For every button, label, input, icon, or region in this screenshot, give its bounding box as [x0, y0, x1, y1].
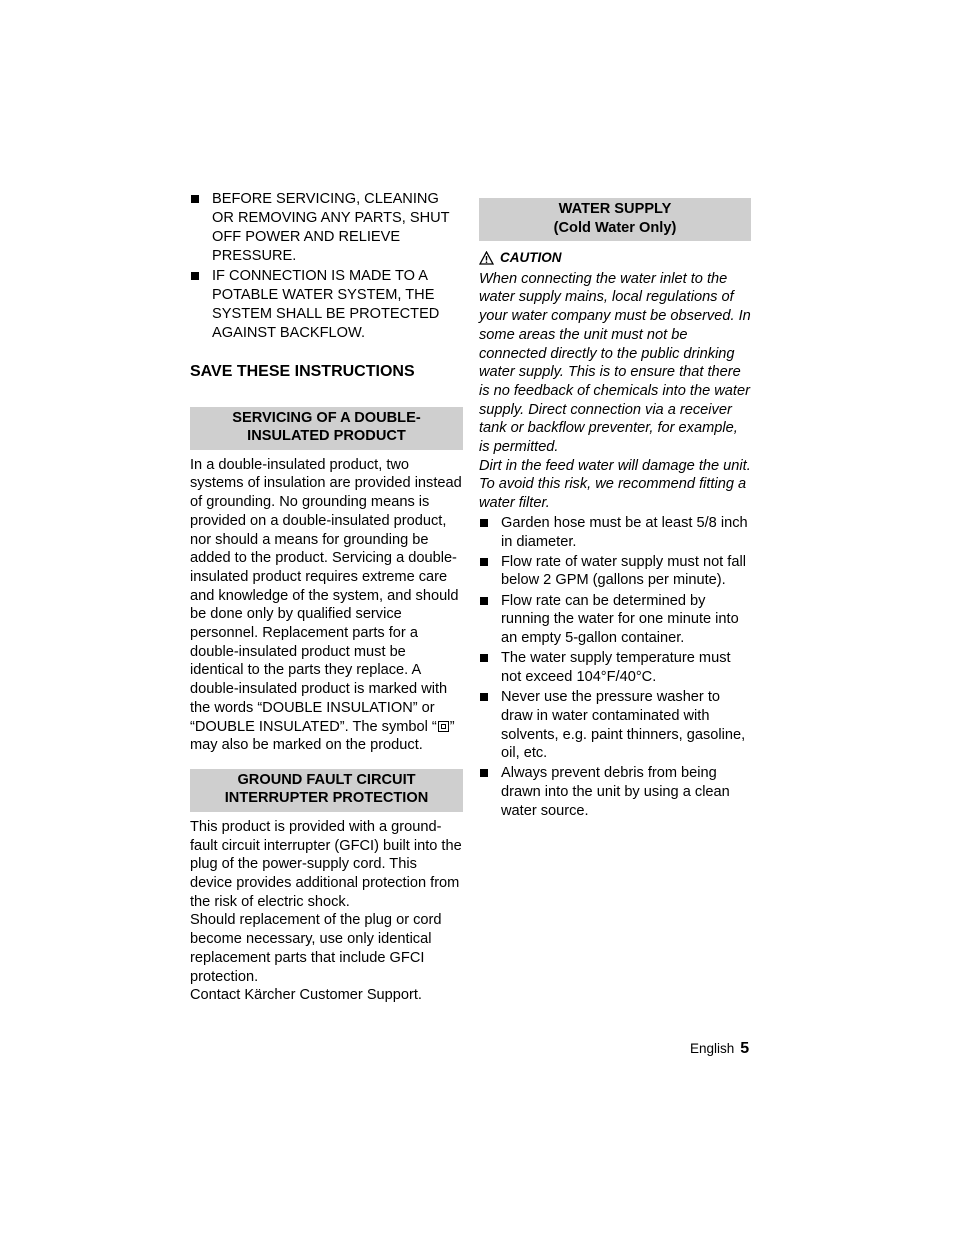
gfci-paragraph: Should replacement of the plug or cord become necessary, use only identical replacement parts that include GFCI protection.	[190, 912, 442, 985]
caution-label: CAUTION	[500, 250, 562, 265]
list-item: Flow rate can be determined by running the water for one minute into an empty 5-gallon container.	[479, 592, 751, 648]
left-column	[190, 190, 463, 1005]
page-number: 5	[740, 1040, 750, 1057]
gfci-paragraph: This product is provided with a ground-fault circuit interrupter (GFCI) built into the plug of the power-supply cord. This device provides additional protection from the risk of electric shock.	[190, 818, 462, 910]
water-supply-heading-line1: WATER SUPPLY	[558, 201, 672, 217]
save-instructions-title: SAVE THESE INSTRUCTIONS	[190, 363, 415, 380]
gfci-heading: GROUND FAULT CIRCUIT INTERRUPTER PROTECTION	[190, 769, 463, 812]
caution-paragraph: Dirt in the feed water will damage the unit. To avoid this risk, we recommend fitting a water filter.	[479, 457, 751, 512]
servicing-heading: SERVICING OF A DOUBLE-INSULATED PRODUCT	[190, 407, 463, 450]
warning-item: IF CONNECTION IS MADE TO A POTABLE WATER SYSTEM, THE SYSTEM SHALL BE PROTECTED AGAINST BACKFLOW.	[190, 267, 463, 343]
list-item: Always prevent debris from being drawn into the unit by using a clean water source.	[479, 764, 751, 820]
list-item: The water supply temperature must not exceed 104°F/40°C.	[479, 649, 751, 686]
right-column	[479, 198, 751, 822]
gfci-paragraph: Contact Kärcher Customer Support.	[190, 987, 422, 1004]
servicing-body-text: In a double-insulated product, two systems of insulation are provided instead of grounding. No grounding means is provided on a double-insulated product, nor should a means for grounding be added to the product. Servicing a double-insulated product requires extreme care and knowledge of the system, and should be done only by qualified service personnel. Replacement parts for a double-insulated product must be identical to the parts they replace. A double-insulated product is marked with the words “DOUBLE INSULATION” or “DOUBLE INSULATED”. The symbol “	[190, 456, 462, 735]
list-item: Never use the pressure washer to draw in water contaminated with solvents, e.g. paint thinners, gasoline, oil, etc.	[479, 688, 751, 763]
warning-list	[190, 190, 463, 343]
servicing-body	[190, 456, 463, 755]
caution-title	[479, 249, 751, 268]
footer-language: English	[690, 1041, 735, 1056]
water-supply-heading	[479, 198, 751, 241]
water-supply-heading-line2: (Cold Water Only)	[553, 219, 677, 236]
list-item: Flow rate of water supply must not fall below 2 GPM (gallons per minute).	[479, 553, 751, 590]
caution-paragraph: When connecting the water inlet to the water supply mains, local regulations of your water company must be observed. In some areas the unit must not be connected directly to the public drinking water supply. This is to ensure that there is no feedback of chemicals into the water supply. Direct connection via a receiver tank or backflow preventer, for example, is permitted.	[479, 270, 751, 456]
servicing-body-text-end: ” may also be marked on the product.	[190, 718, 455, 754]
warning-triangle-icon	[479, 251, 494, 265]
warning-item: BEFORE SERVICING, CLEANING OR REMOVING ANY PARTS, SHUT OFF POWER AND RELIEVE PRESSURE.	[190, 190, 463, 266]
water-supply-list	[479, 514, 751, 821]
double-insulation-symbol-icon	[438, 721, 449, 732]
page-footer	[690, 1040, 749, 1058]
list-item: Garden hose must be at least 5/8 inch in diameter.	[479, 514, 751, 551]
